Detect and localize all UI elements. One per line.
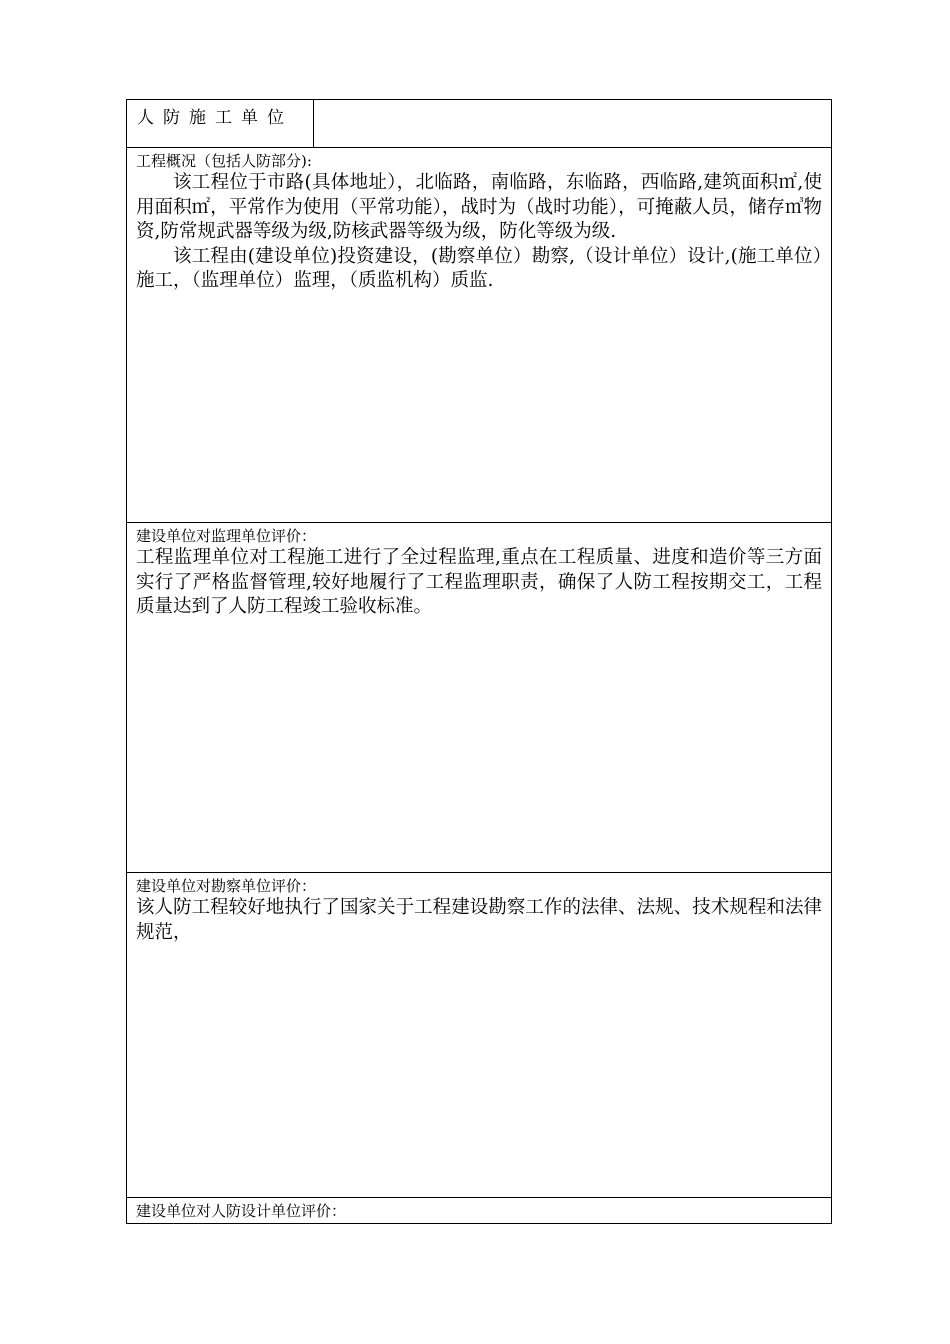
- project-overview-section: [127, 148, 831, 523]
- evaluation-form: [126, 99, 832, 1224]
- project-overview-label: 工程概况（包括人防部分):: [136, 152, 312, 170]
- design-evaluation-label: 建设单位对人防设计单位评价：: [136, 1202, 347, 1220]
- survey-evaluation-text: 该人防工程较好地执行了国家关于工程建设勘察工作的法律、法规、技术规程和法律规范，: [136, 897, 822, 943]
- design-evaluation-section: [127, 1198, 831, 1223]
- project-location-paragraph: 该工程位于市路(具体地址），北临路，南临路，东临路，西临路,建筑面积㎡,使用面积㎡，平常作为使用（平常功能），战时为（战时功能），可掩蔽人员，储存㎥物资,防常规武器等级为级,防核武器等级为级，防化等级为级.: [136, 172, 822, 242]
- supervision-evaluation-text: 工程监理单位对工程施工进行了全过程监理,重点在工程质量、进度和造价等三方面实行了严格监督管理,较好地履行了工程监理职责，确保了人防工程按期交工，工程质量达到了人防工程竣工验收标准。: [136, 547, 822, 617]
- construction-unit-label: 人防施工单位: [127, 100, 314, 147]
- survey-evaluation-body: [127, 896, 831, 945]
- survey-evaluation-section: [127, 873, 831, 1198]
- supervision-evaluation-body: [127, 546, 831, 620]
- survey-evaluation-label: 建设单位对勘察单位评价：: [136, 877, 317, 895]
- project-overview-body: [127, 171, 831, 294]
- construction-unit-row: [127, 100, 831, 148]
- project-parties-paragraph: 该工程由(建设单位)投资建设，(勘察单位）勘察,（设计单位）设计,(施工单位）施工，（监理单位）监理，（质监机构）质监.: [136, 245, 822, 291]
- supervision-evaluation-section: [127, 523, 831, 873]
- supervision-evaluation-label: 建设单位对监理单位评价：: [136, 527, 317, 545]
- construction-unit-value[interactable]: [314, 100, 831, 147]
